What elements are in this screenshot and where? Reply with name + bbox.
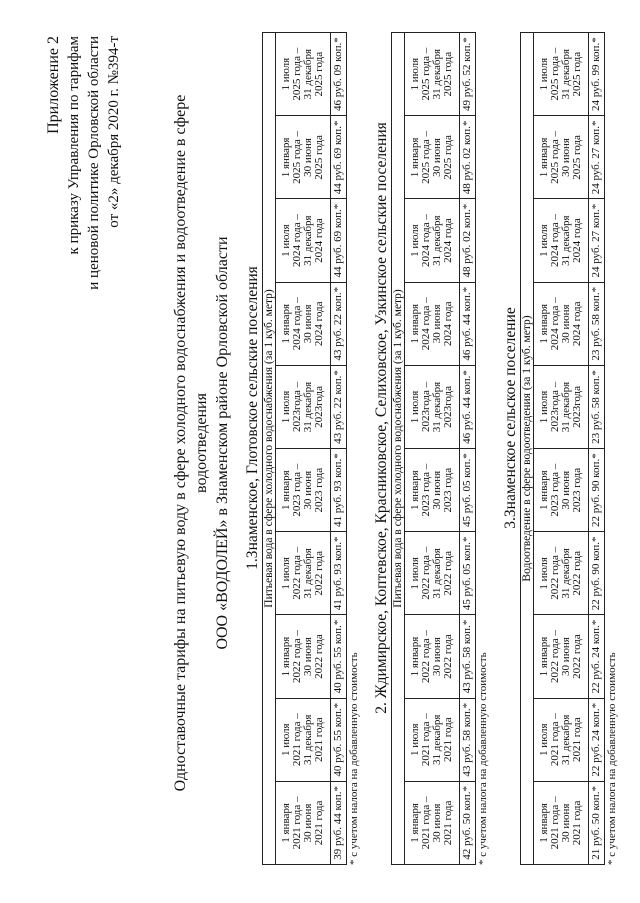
period-line: 2024 года [313, 301, 325, 347]
period-line: 2021 года – [549, 713, 561, 767]
tariff-value-cell: 22 руб. 90 коп.* [589, 449, 605, 532]
period-line: 2022 года – [291, 546, 303, 600]
period-line: 31 декабря [560, 48, 572, 100]
period-line: 2023года – [420, 381, 432, 433]
period-row [276, 32, 331, 864]
tariff-value-cell: 22 руб. 24 коп.* [589, 615, 605, 698]
period-header-cell [534, 199, 589, 282]
period-header-cell [534, 449, 589, 532]
period-line: 1 января [538, 636, 550, 677]
period-line: 1 января [280, 470, 292, 510]
tariff-value-cell: 23 руб. 58 коп.* [589, 365, 605, 448]
period-line: 1 июля [409, 224, 421, 257]
period-line: 1 января [280, 803, 292, 843]
period-line: 1 января [280, 137, 292, 178]
period-line: 1 июля [538, 390, 550, 424]
period-line: 30 июня [302, 470, 314, 510]
period-line: 2025 года [442, 135, 454, 180]
period-header-cell [276, 532, 331, 615]
period-line: 2021 года [442, 800, 454, 846]
period-line: 1 июля [409, 57, 421, 91]
tariff-value-cell: 44 руб. 69 коп.* [331, 199, 347, 282]
period-line: 2022 года [571, 551, 583, 596]
period-line: 2022 года [442, 634, 454, 679]
period-line: 30 июня [431, 637, 443, 676]
period-line: 30 июня [431, 470, 443, 510]
period-line: 2024 года – [420, 214, 432, 268]
period-line: 1 июля [409, 390, 421, 424]
vat-footnote: * с учетом налога на добавленную стоимость [606, 652, 618, 865]
period-header-cell [405, 532, 460, 615]
period-line: 2024 года [571, 218, 583, 263]
period-line: 2025 года – [420, 47, 432, 101]
tariff-table [391, 32, 476, 865]
period-line: 1 января [538, 803, 550, 843]
vat-footnote: * с учетом налога на добавленную стоимость [348, 652, 360, 865]
period-header-cell [276, 615, 331, 698]
period-line: 2025 года [571, 135, 583, 180]
period-line: 30 июня [302, 304, 314, 344]
tariff-value-cell: 45 руб. 05 коп.* [460, 449, 476, 532]
period-line: 2022 года [571, 634, 583, 679]
period-header-cell [276, 282, 331, 365]
period-header-cell [405, 615, 460, 698]
period-line: 2024 года [442, 301, 454, 347]
period-line: 31 декабря [431, 381, 443, 433]
period-line: 2021 года – [420, 713, 432, 767]
period-header-cell [405, 449, 460, 532]
tariff-value-cell: 41 руб. 93 коп.* [331, 449, 347, 532]
period-line: 2021 года [571, 717, 583, 763]
tariff-value-cell: 43 руб. 22 коп.* [331, 282, 347, 365]
period-line: 2021 года [442, 717, 454, 763]
period-line: 1 июля [280, 557, 292, 590]
period-line: 31 декабря [302, 48, 314, 100]
section-title: 3.Знаменское сельское поселение [502, 307, 519, 529]
tariff-value-cell: 43 руб. 58 коп.* [460, 698, 476, 781]
period-line: 2025 года – [549, 47, 561, 101]
period-line: 2021 года [313, 717, 325, 763]
period-line: 1 июля [280, 224, 292, 257]
period-header-cell [276, 199, 331, 282]
period-line: 2024 года [442, 218, 454, 263]
period-line: 2022 года – [420, 546, 432, 600]
tariff-value-cell: 48 руб. 02 коп.* [460, 199, 476, 282]
period-line: 31 декабря [302, 381, 314, 433]
period-line: 1 июля [538, 557, 550, 590]
tariff-value-cell: 24 руб. 27 коп.* [589, 116, 605, 199]
period-line: 2022 года – [549, 630, 561, 683]
period-header-cell [405, 32, 460, 115]
period-line: 2024 года – [420, 297, 432, 351]
period-header-cell [276, 116, 331, 199]
period-line: 2025 года [313, 51, 325, 97]
period-header-cell [534, 781, 589, 864]
tariff-value-cell: 46 руб. 09 коп.* [331, 32, 347, 115]
period-line: 2023 года – [549, 463, 561, 517]
period-line: 1 июля [280, 390, 292, 424]
period-line: 2022 года [442, 551, 454, 596]
tariff-value-cell: 24 руб. 99 коп.* [589, 33, 605, 116]
period-header-cell [534, 33, 589, 116]
period-line: 31 декабря [302, 215, 314, 266]
period-line: 1 июля [409, 557, 421, 590]
period-line: 1 января [280, 303, 292, 344]
appendix-agency-line: и ценовой политике Орловской области [86, 36, 102, 290]
period-line: 31 декабря [560, 215, 572, 266]
vat-footnote: * с учетом налога на добавленную стоимость [477, 652, 489, 865]
period-line: 31 декабря [560, 381, 572, 433]
table-caption: Водоотведение в сфере водоотведения (за 1 куб. метр) [521, 33, 534, 865]
period-line: 30 июня [431, 304, 443, 344]
document-title [170, 83, 233, 803]
tariff-value-cell: 40 руб. 55 коп.* [331, 615, 347, 698]
tariff-value-cell: 43 руб. 22 коп.* [331, 365, 347, 448]
period-line: 30 июня [302, 803, 314, 843]
period-line: 2023года [313, 386, 325, 428]
period-line: 2024 года – [549, 214, 561, 268]
tariff-value-cell: 49 руб. 52 коп.* [460, 32, 476, 115]
period-line: 2021 года [313, 800, 325, 846]
period-header-cell [405, 365, 460, 448]
section-title: 1.Знаменское, Глотовское сельские поселения [244, 266, 261, 570]
period-line: 2023 года – [291, 463, 303, 517]
tariff-row [589, 33, 605, 865]
period-line: 30 июня [431, 803, 443, 843]
document-title-line-1: Одноставочные тарифы на питьевую воду в сфере холодного водоснабжения и водоотведение в сфере водоотведения [172, 94, 210, 792]
period-line: 2023года [442, 386, 454, 428]
tariff-table [262, 32, 347, 865]
period-header-cell [405, 282, 460, 365]
period-row [405, 32, 460, 864]
period-line: 31 декабря [431, 215, 443, 266]
period-line: 1 июля [538, 57, 550, 91]
period-line: 1 января [409, 303, 421, 344]
period-line: 2023 года [442, 467, 454, 513]
appendix-header [44, 36, 124, 290]
period-line: 2025 года – [291, 130, 303, 184]
period-line: 2022 года [313, 634, 325, 679]
period-line: 2023 года [571, 467, 583, 513]
period-header-cell [405, 116, 460, 199]
period-line: 31 декабря [431, 714, 443, 765]
period-line: 1 января [409, 470, 421, 510]
period-line: 2024 года – [291, 214, 303, 268]
tariff-value-cell: 24 руб. 27 коп.* [589, 199, 605, 282]
tariff-table [520, 32, 605, 865]
period-line: 1 июля [538, 723, 550, 757]
period-line: 1 июля [538, 224, 550, 257]
period-line: 1 января [538, 303, 550, 344]
period-line: 31 декабря [302, 714, 314, 765]
tariff-row [331, 32, 347, 864]
period-line: 2022 года – [420, 630, 432, 683]
period-line: 2023года – [549, 381, 561, 433]
tariff-value-cell: 45 руб. 05 коп.* [460, 532, 476, 615]
period-line: 31 декабря [431, 548, 443, 599]
period-line: 30 июня [431, 138, 443, 177]
period-line: 2022 года – [549, 546, 561, 600]
tariff-value-cell: 41 руб. 93 коп.* [331, 532, 347, 615]
period-line: 1 января [538, 137, 550, 178]
period-line: 2021 года – [549, 796, 561, 850]
period-line: 2024 года [571, 301, 583, 347]
appendix-number: Приложение 2 [45, 36, 62, 134]
period-line: 1 июля [280, 57, 292, 91]
tariff-value-cell: 42 руб. 50 коп.* [460, 781, 476, 864]
period-line: 1 января [409, 137, 421, 178]
tariff-value-cell: 39 руб. 44 коп.* [331, 781, 347, 864]
period-line: 2022 года – [291, 630, 303, 683]
period-line: 1 января [280, 636, 292, 677]
section-title: 2. Ждимирское, Коптевское, Красниковское, Селиховское, Узкинское сельские поселения [373, 122, 390, 714]
tariff-value-cell: 48 руб. 02 коп.* [460, 116, 476, 199]
appendix-date-line: от «2» декабря 2020 г. №394-т [106, 36, 122, 228]
document-title-line-2: ООО «ВОДОЛЕЙ» в Знаменском районе Орловской области [214, 236, 231, 650]
period-line: 2025 года [313, 135, 325, 180]
period-line: 2023 года [313, 467, 325, 513]
period-header-cell [276, 781, 331, 864]
period-line: 1 января [538, 470, 550, 510]
table-caption: Питьевая вода в сфере холодного водоснабжения (за 1 куб. метр) [392, 32, 405, 864]
period-line: 2025 года – [420, 130, 432, 184]
period-header-cell [405, 698, 460, 781]
tariff-value-cell: 43 руб. 58 коп.* [460, 615, 476, 698]
period-header-cell [276, 365, 331, 448]
period-line: 2025 года – [549, 130, 561, 184]
period-row [534, 33, 589, 865]
period-line: 2024 года [313, 218, 325, 263]
period-line: 1 июля [409, 723, 421, 757]
period-header-cell [405, 781, 460, 864]
period-line: 2025 года [571, 51, 583, 97]
period-header-cell [534, 615, 589, 698]
period-line: 1 июля [280, 723, 292, 757]
period-line: 30 июня [302, 637, 314, 676]
period-line: 2023 года – [420, 463, 432, 517]
table-caption: Питьевая вода в сфере холодного водоснабжения (за 1 куб. метр) [263, 32, 276, 864]
period-header-cell [405, 199, 460, 282]
tariff-value-cell: 46 руб. 44 коп.* [460, 282, 476, 365]
period-line: 2025 года – [291, 47, 303, 101]
period-header-cell [276, 32, 331, 115]
period-line: 2021 года – [420, 796, 432, 850]
period-line: 2022 года [313, 551, 325, 596]
period-header-cell [534, 365, 589, 448]
tariff-value-cell: 46 руб. 44 коп.* [460, 365, 476, 448]
tariff-value-cell: 22 руб. 90 коп.* [589, 532, 605, 615]
period-line: 30 июня [560, 304, 572, 344]
period-line: 2021 года – [291, 713, 303, 767]
period-header-cell [276, 698, 331, 781]
period-line: 31 декабря [431, 48, 443, 100]
period-line: 2024 года – [291, 297, 303, 351]
period-line: 2023года [571, 386, 583, 428]
period-header-cell [534, 116, 589, 199]
period-line: 2023года – [291, 381, 303, 433]
period-line: 30 июня [302, 138, 314, 177]
period-line: 2024 года – [549, 297, 561, 351]
period-line: 2021 года [571, 800, 583, 846]
tariff-value-cell: 21 руб. 50 коп.* [589, 781, 605, 864]
tariff-value-cell: 23 руб. 58 коп.* [589, 282, 605, 365]
appendix-order-line: к приказу Управления по тарифам [66, 36, 82, 255]
period-line: 1 января [409, 636, 421, 677]
tariff-value-cell: 44 руб. 69 коп.* [331, 116, 347, 199]
period-line: 31 декабря [560, 548, 572, 599]
period-line: 30 июня [560, 470, 572, 510]
period-line: 31 декабря [560, 714, 572, 765]
period-header-cell [276, 449, 331, 532]
period-header-cell [534, 698, 589, 781]
period-line: 30 июня [560, 138, 572, 177]
tariff-row [460, 32, 476, 864]
tariff-value-cell: 22 руб. 24 коп.* [589, 698, 605, 781]
period-header-cell [534, 532, 589, 615]
period-header-cell [534, 282, 589, 365]
period-line: 2021 года – [291, 796, 303, 850]
period-line: 1 января [409, 803, 421, 843]
tariff-value-cell: 40 руб. 55 коп.* [331, 698, 347, 781]
period-line: 31 декабря [302, 548, 314, 599]
period-line: 30 июня [560, 803, 572, 843]
period-line: 2025 года [442, 51, 454, 97]
period-line: 30 июня [560, 637, 572, 676]
